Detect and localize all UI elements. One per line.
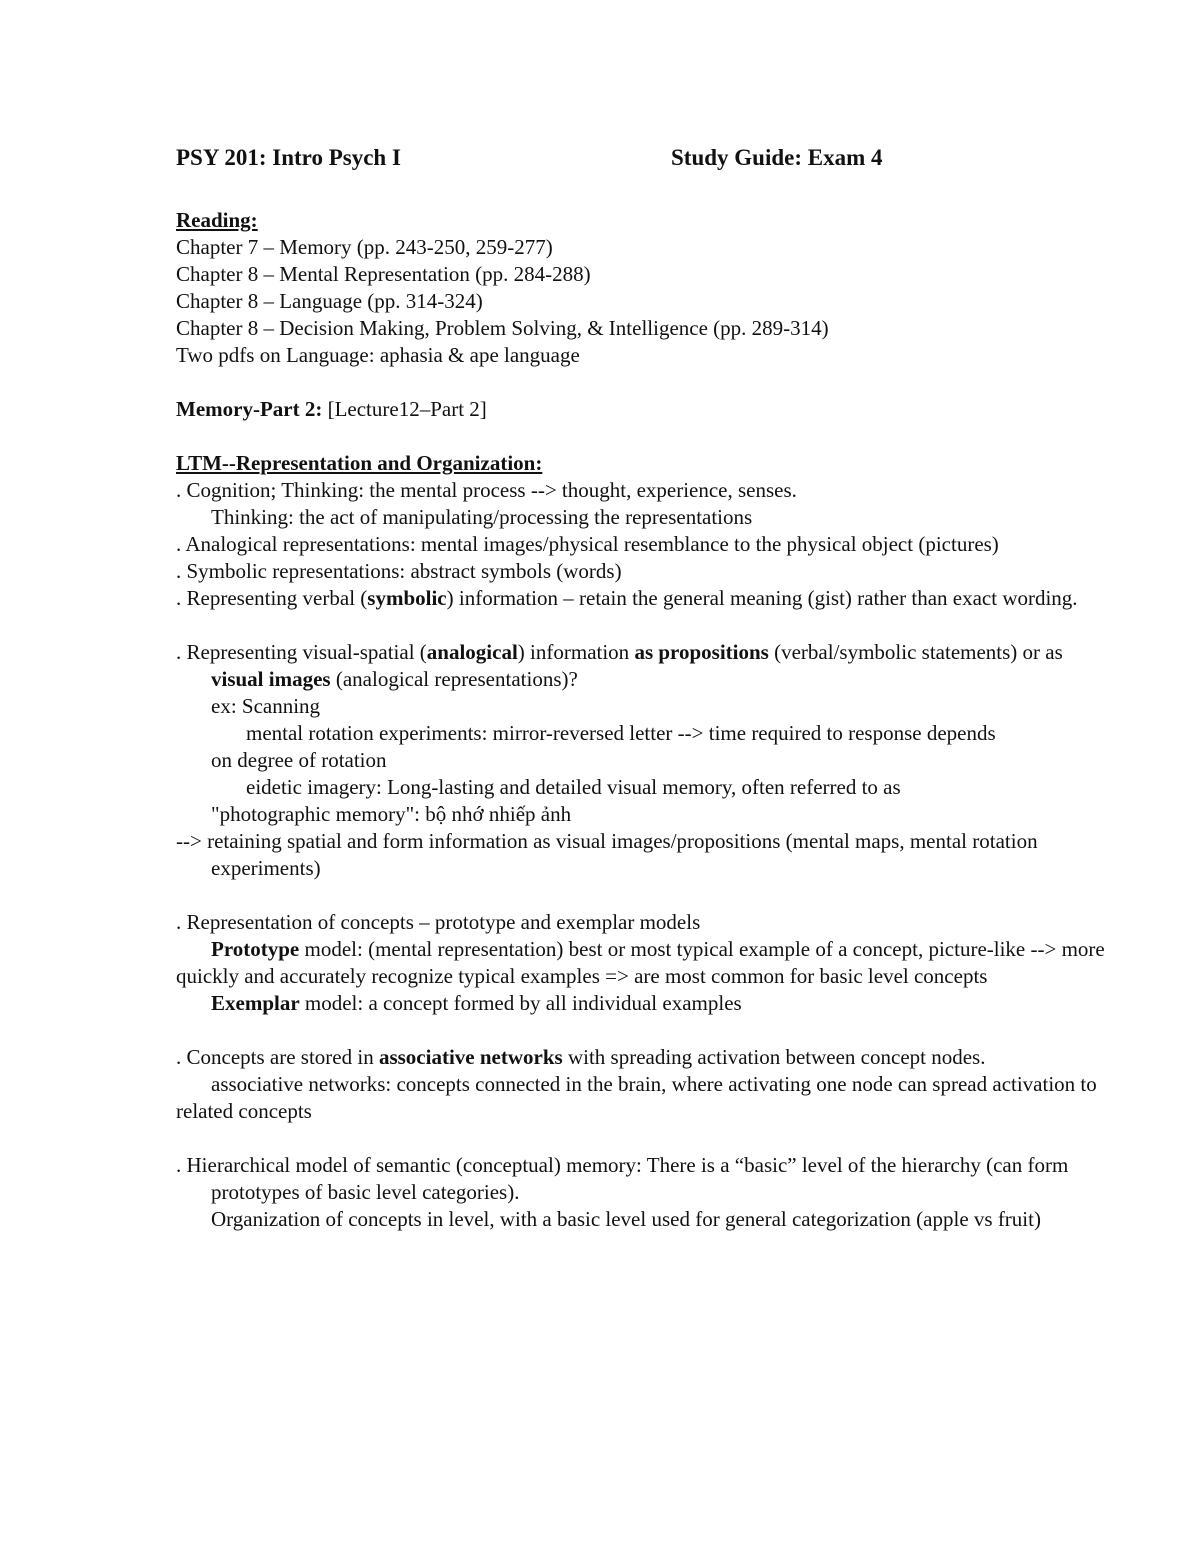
reading-item: Two pdfs on Language: aphasia & ape language bbox=[176, 343, 580, 367]
verbal-text: . Representing verbal ( bbox=[176, 586, 368, 610]
document-content bbox=[176, 143, 1106, 1233]
prototype-text: model: (mental representation) best or most typical example of a concept, picture-like --> more quickly and accurately recognize typical examples => are most common for basic level concepts bbox=[176, 937, 1105, 988]
ltm-heading: LTM--Representation and Organization: bbox=[176, 451, 543, 475]
reading-item: Chapter 7 – Memory (pp. 243-250, 259-277) bbox=[176, 235, 553, 259]
retaining-line: --> retaining spatial and form information as visual images/propositions (mental maps, mental rotation experiments) bbox=[176, 829, 1038, 880]
hierarchical-line: . Hierarchical model of semantic (conceptual) memory: There is a “basic” level of the hierarchy (can form prototypes of basic level categories). bbox=[176, 1153, 1069, 1204]
verbal-line bbox=[176, 585, 1106, 612]
document-title: Study Guide: Exam 4 bbox=[671, 145, 883, 170]
prototype-bold: Prototype bbox=[211, 937, 300, 961]
verbal-text-end: ) information – retain the general meaning (gist) rather than exact wording. bbox=[446, 586, 1078, 610]
spacer bbox=[176, 423, 1106, 450]
visual-spatial-line bbox=[176, 639, 1106, 693]
spacer bbox=[176, 173, 1106, 207]
reading-item: Chapter 8 – Decision Making, Problem Solving, & Intelligence (pp. 289-314) bbox=[176, 316, 829, 340]
mental-rotation-cont-line: on degree of rotation bbox=[211, 748, 387, 772]
associative-bold: associative networks bbox=[378, 1045, 563, 1069]
title-row bbox=[176, 143, 1106, 173]
thinking-line: Thinking: the act of manipulating/processing the representations bbox=[211, 505, 753, 529]
spacer bbox=[176, 1125, 1106, 1152]
reading-heading: Reading: bbox=[176, 208, 258, 232]
spacer bbox=[176, 882, 1106, 909]
organization-line: Organization of concepts in level, with a basic level used for general categorization (apple vs fruit) bbox=[211, 1207, 1041, 1231]
course-title: PSY 201: Intro Psych I bbox=[176, 145, 401, 170]
associative-definition-line: associative networks: concepts connected in the brain, where activating one node can spread activation to related concepts bbox=[176, 1072, 1097, 1123]
eidetic-line: eidetic imagery: Long-lasting and detailed visual memory, often referred to as bbox=[246, 775, 901, 799]
reading-item: Chapter 8 – Mental Representation (pp. 284-288) bbox=[176, 262, 591, 286]
exemplar-bold: Exemplar bbox=[211, 991, 300, 1015]
exemplar-line bbox=[176, 990, 1106, 1017]
memory-part2-lecture: [Lecture12–Part 2] bbox=[322, 397, 487, 421]
prototype-line bbox=[176, 936, 1106, 990]
spacer bbox=[176, 1017, 1106, 1044]
visual-text: (verbal/symbolic statements) or as bbox=[768, 640, 1063, 664]
analogical-line: . Analogical representations: mental images/physical resemblance to the physical object (pictures) bbox=[176, 532, 999, 556]
visual-bold-images: visual images bbox=[211, 667, 331, 691]
reading-item: Chapter 8 – Language (pp. 314-324) bbox=[176, 289, 483, 313]
visual-text: (analogical representations)? bbox=[330, 667, 578, 691]
concepts-representation-line: . Representation of concepts – prototype and exemplar models bbox=[176, 910, 701, 934]
cognition-line: . Cognition; Thinking: the mental process --> thought, experience, senses. bbox=[176, 478, 797, 502]
visual-text: ) information bbox=[517, 640, 635, 664]
exemplar-text: model: a concept formed by all individual examples bbox=[299, 991, 742, 1015]
memory-part2-line bbox=[176, 396, 1106, 423]
visual-bold-analogical: analogical bbox=[426, 640, 518, 664]
associative-text-end: with spreading activation between concept nodes. bbox=[562, 1045, 986, 1069]
associative-line bbox=[176, 1044, 1106, 1071]
eidetic-cont-line: "photographic memory": bộ nhớ nhiếp ảnh bbox=[211, 802, 572, 826]
visual-text: . Representing visual-spatial ( bbox=[176, 640, 427, 664]
symbolic-line: . Symbolic representations: abstract symbols (words) bbox=[176, 559, 622, 583]
associative-text: . Concepts are stored in bbox=[176, 1045, 379, 1069]
visual-bold-propositions: as propositions bbox=[634, 640, 769, 664]
spacer bbox=[176, 612, 1106, 639]
memory-part2-label: Memory-Part 2: bbox=[176, 397, 323, 421]
ex-scanning-line: ex: Scanning bbox=[211, 694, 321, 718]
verbal-bold: symbolic bbox=[367, 586, 447, 610]
mental-rotation-line: mental rotation experiments: mirror-reversed letter --> time required to response depends bbox=[246, 721, 996, 745]
spacer bbox=[176, 369, 1106, 396]
